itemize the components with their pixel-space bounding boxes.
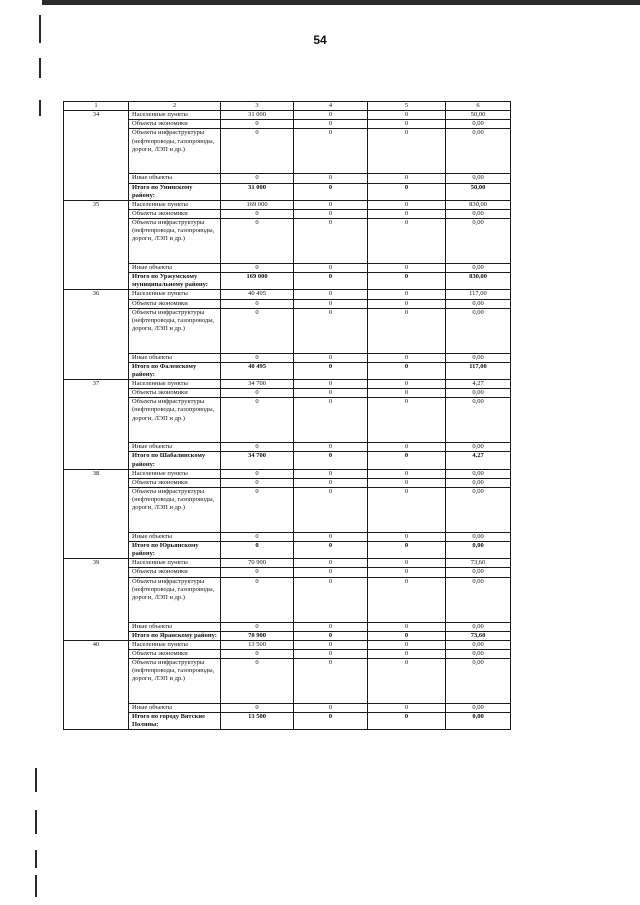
total-row <box>64 273 511 290</box>
value-cell: 40 495 <box>221 290 294 299</box>
value-cell: 0 <box>368 469 446 478</box>
value-cell: 0 <box>294 542 368 559</box>
value-cell: 0 <box>368 487 446 532</box>
value-cell: 0 <box>294 200 368 209</box>
table-row <box>64 308 511 353</box>
value-cell: 0 <box>294 640 368 649</box>
value-cell: 0 <box>221 219 294 264</box>
value-cell: 0 <box>368 542 446 559</box>
value-cell: 0 <box>368 649 446 658</box>
object-type-cell: Итого по городу Вятские Поляны: <box>129 713 221 730</box>
table-row <box>64 264 511 273</box>
total-row <box>64 452 511 469</box>
value-cell: 0,00 <box>446 129 511 174</box>
row-number-cell: 37 <box>64 380 129 470</box>
value-cell: 0 <box>368 659 446 704</box>
value-cell: 0 <box>221 478 294 487</box>
value-cell: 0,00 <box>446 542 511 559</box>
table-row <box>64 120 511 129</box>
value-cell: 0 <box>368 640 446 649</box>
value-cell: 0,00 <box>446 659 511 704</box>
object-type-cell: Населенные пункты <box>129 469 221 478</box>
value-cell: 0 <box>294 649 368 658</box>
object-type-cell: Объекты инфраструктуры (нефтепроводы, газопроводы, дороги, ЛЭП и др.) <box>129 398 221 443</box>
value-cell: 13 500 <box>221 713 294 730</box>
value-cell: 0 <box>294 308 368 353</box>
value-cell: 0 <box>221 120 294 129</box>
value-cell: 169 000 <box>221 200 294 209</box>
object-type-cell: Иные объекты <box>129 532 221 541</box>
binding-mark <box>35 850 37 868</box>
value-cell: 117,00 <box>446 362 511 379</box>
object-type-cell: Населенные пункты <box>129 380 221 389</box>
table-row <box>64 649 511 658</box>
value-cell: 0 <box>368 713 446 730</box>
value-cell: 0 <box>294 209 368 218</box>
value-cell: 0 <box>368 200 446 209</box>
value-cell: 0 <box>221 264 294 273</box>
object-type-cell: Объекты инфраструктуры (нефтепроводы, газопроводы, дороги, ЛЭП и др.) <box>129 129 221 174</box>
table-header-cell: 4 <box>294 102 368 111</box>
value-cell: 40 495 <box>221 362 294 379</box>
object-type-cell: Итого по Юрьянскому району: <box>129 542 221 559</box>
object-type-cell: Итого по Уржумскому муниципальному району: <box>129 273 221 290</box>
value-cell: 0 <box>294 559 368 568</box>
object-type-cell: Объекты инфраструктуры (нефтепроводы, газопроводы, дороги, ЛЭП и др.) <box>129 659 221 704</box>
object-type-cell: Иные объекты <box>129 353 221 362</box>
value-cell: 0 <box>294 362 368 379</box>
value-cell: 0 <box>368 478 446 487</box>
object-type-cell: Объекты экономики <box>129 649 221 658</box>
object-type-cell: Населенные пункты <box>129 200 221 209</box>
value-cell: 0 <box>294 478 368 487</box>
value-cell: 0 <box>368 209 446 218</box>
value-cell: 0,00 <box>446 389 511 398</box>
total-row <box>64 183 511 200</box>
value-cell: 0 <box>294 120 368 129</box>
damage-table-body <box>64 102 511 730</box>
object-type-cell: Объекты инфраструктуры (нефтепроводы, газопроводы, дороги, ЛЭП и др.) <box>129 308 221 353</box>
value-cell: 4,27 <box>446 380 511 389</box>
total-row <box>64 631 511 640</box>
value-cell: 0,00 <box>446 577 511 622</box>
value-cell: 0 <box>368 622 446 631</box>
value-cell: 830,00 <box>446 200 511 209</box>
object-type-cell: Объекты экономики <box>129 299 221 308</box>
value-cell: 0 <box>221 568 294 577</box>
value-cell: 0,00 <box>446 353 511 362</box>
table-row <box>64 532 511 541</box>
value-cell: 0 <box>294 264 368 273</box>
value-cell: 0 <box>221 129 294 174</box>
value-cell: 0 <box>368 559 446 568</box>
value-cell: 0,00 <box>446 120 511 129</box>
value-cell: 0 <box>368 443 446 452</box>
object-type-cell: Населенные пункты <box>129 640 221 649</box>
value-cell: 0 <box>294 577 368 622</box>
value-cell: 0 <box>368 273 446 290</box>
value-cell: 73,60 <box>446 631 511 640</box>
object-type-cell: Иные объекты <box>129 443 221 452</box>
value-cell: 169 000 <box>221 273 294 290</box>
table-row <box>64 577 511 622</box>
table-row <box>64 704 511 713</box>
table-header-cell: 3 <box>221 102 294 111</box>
table-row <box>64 487 511 532</box>
table-row <box>64 290 511 299</box>
row-number-cell: 35 <box>64 200 129 290</box>
row-number-cell: 40 <box>64 640 129 730</box>
table-row <box>64 111 511 120</box>
value-cell: 0 <box>221 649 294 658</box>
table-row <box>64 380 511 389</box>
value-cell: 0 <box>368 174 446 183</box>
binding-mark <box>39 58 41 78</box>
value-cell: 0 <box>294 299 368 308</box>
value-cell: 0 <box>294 443 368 452</box>
value-cell: 0 <box>294 631 368 640</box>
value-cell: 117,00 <box>446 290 511 299</box>
object-type-cell: Населенные пункты <box>129 559 221 568</box>
value-cell: 0 <box>368 299 446 308</box>
value-cell: 0,00 <box>446 174 511 183</box>
value-cell: 0 <box>221 542 294 559</box>
table-row <box>64 389 511 398</box>
value-cell: 0 <box>221 622 294 631</box>
object-type-cell: Итого по Яранскому району: <box>129 631 221 640</box>
value-cell: 0 <box>294 532 368 541</box>
table-row <box>64 353 511 362</box>
value-cell: 50,00 <box>446 111 511 120</box>
value-cell: 0 <box>368 631 446 640</box>
value-cell: 0 <box>294 568 368 577</box>
value-cell: 50,00 <box>446 183 511 200</box>
value-cell: 0 <box>368 568 446 577</box>
value-cell: 0 <box>368 398 446 443</box>
value-cell: 0 <box>221 174 294 183</box>
value-cell: 0 <box>368 120 446 129</box>
object-type-cell: Иные объекты <box>129 704 221 713</box>
object-type-cell: Населенные пункты <box>129 111 221 120</box>
value-cell: 73,60 <box>446 559 511 568</box>
object-type-cell: Иные объекты <box>129 264 221 273</box>
damage-table <box>63 101 511 730</box>
table-row <box>64 568 511 577</box>
table-row <box>64 200 511 209</box>
value-cell: 0 <box>294 219 368 264</box>
object-type-cell: Объекты экономики <box>129 568 221 577</box>
value-cell: 0 <box>368 389 446 398</box>
value-cell: 0 <box>294 353 368 362</box>
value-cell: 0,00 <box>446 487 511 532</box>
value-cell: 0 <box>221 209 294 218</box>
table-row <box>64 129 511 174</box>
table-header-cell: 1 <box>64 102 129 111</box>
value-cell: 0 <box>368 290 446 299</box>
value-cell: 0 <box>221 299 294 308</box>
object-type-cell: Объекты экономики <box>129 389 221 398</box>
table-row <box>64 174 511 183</box>
value-cell: 0 <box>294 111 368 120</box>
value-cell: 31 000 <box>221 183 294 200</box>
value-cell: 0,00 <box>446 532 511 541</box>
value-cell: 0,00 <box>446 209 511 218</box>
value-cell: 0 <box>221 443 294 452</box>
value-cell: 0 <box>221 487 294 532</box>
value-cell: 0 <box>368 452 446 469</box>
value-cell: 0,00 <box>446 640 511 649</box>
value-cell: 0 <box>294 452 368 469</box>
table-row <box>64 209 511 218</box>
value-cell: 0 <box>294 389 368 398</box>
value-cell: 0 <box>368 362 446 379</box>
value-cell: 31 000 <box>221 111 294 120</box>
value-cell: 0 <box>368 353 446 362</box>
total-row <box>64 362 511 379</box>
value-cell: 0 <box>368 380 446 389</box>
value-cell: 0,00 <box>446 704 511 713</box>
table-row <box>64 659 511 704</box>
object-type-cell: Иные объекты <box>129 174 221 183</box>
total-row <box>64 713 511 730</box>
value-cell: 0 <box>294 398 368 443</box>
object-type-cell: Населенные пункты <box>129 290 221 299</box>
table-header-cell: 2 <box>129 102 221 111</box>
object-type-cell: Объекты инфраструктуры (нефтепроводы, газопроводы, дороги, ЛЭП и др.) <box>129 577 221 622</box>
object-type-cell: Иные объекты <box>129 622 221 631</box>
value-cell: 0 <box>294 273 368 290</box>
value-cell: 34 700 <box>221 380 294 389</box>
table-row <box>64 640 511 649</box>
value-cell: 0 <box>294 713 368 730</box>
value-cell: 0 <box>294 704 368 713</box>
table-row <box>64 559 511 568</box>
value-cell: 0 <box>221 659 294 704</box>
value-cell: 0 <box>368 129 446 174</box>
table-row <box>64 219 511 264</box>
value-cell: 0 <box>368 704 446 713</box>
table-row <box>64 622 511 631</box>
table-header-cell: 6 <box>446 102 511 111</box>
binding-mark <box>35 810 37 834</box>
value-cell: 0,00 <box>446 478 511 487</box>
value-cell: 0 <box>294 380 368 389</box>
binding-mark <box>39 100 41 116</box>
object-type-cell: Объекты экономики <box>129 120 221 129</box>
value-cell: 0 <box>221 353 294 362</box>
value-cell: 0 <box>368 308 446 353</box>
value-cell: 0,00 <box>446 264 511 273</box>
value-cell: 0 <box>294 469 368 478</box>
value-cell: 0,00 <box>446 649 511 658</box>
value-cell: 0 <box>368 219 446 264</box>
object-type-cell: Объекты инфраструктуры (нефтепроводы, газопроводы, дороги, ЛЭП и др.) <box>129 219 221 264</box>
value-cell: 0 <box>368 264 446 273</box>
row-number-cell: 36 <box>64 290 129 380</box>
value-cell: 34 700 <box>221 452 294 469</box>
value-cell: 70 900 <box>221 631 294 640</box>
value-cell: 4,27 <box>446 452 511 469</box>
table-row <box>64 469 511 478</box>
value-cell: 0 <box>294 183 368 200</box>
value-cell: 0 <box>221 532 294 541</box>
value-cell: 0,00 <box>446 713 511 730</box>
table-row <box>64 478 511 487</box>
value-cell: 0 <box>368 532 446 541</box>
object-type-cell: Объекты экономики <box>129 209 221 218</box>
value-cell: 0 <box>294 622 368 631</box>
table-row <box>64 299 511 308</box>
value-cell: 0 <box>221 389 294 398</box>
value-cell: 0 <box>368 183 446 200</box>
value-cell: 70 900 <box>221 559 294 568</box>
value-cell: 0,00 <box>446 443 511 452</box>
value-cell: 0,00 <box>446 219 511 264</box>
row-number-cell: 38 <box>64 469 129 559</box>
value-cell: 0 <box>294 174 368 183</box>
value-cell: 13 500 <box>221 640 294 649</box>
value-cell: 0,00 <box>446 299 511 308</box>
value-cell: 0,00 <box>446 469 511 478</box>
value-cell: 0 <box>294 659 368 704</box>
total-row <box>64 542 511 559</box>
value-cell: 0,00 <box>446 622 511 631</box>
table-row <box>64 398 511 443</box>
value-cell: 0 <box>368 577 446 622</box>
value-cell: 0 <box>221 308 294 353</box>
value-cell: 0 <box>221 469 294 478</box>
value-cell: 0,00 <box>446 398 511 443</box>
row-number-cell: 39 <box>64 559 129 641</box>
binding-mark <box>35 768 37 792</box>
row-number-cell: 34 <box>64 111 129 201</box>
binding-mark <box>35 875 37 897</box>
value-cell: 0,00 <box>446 568 511 577</box>
object-type-cell: Итого по Фаленскому району: <box>129 362 221 379</box>
value-cell: 0 <box>294 129 368 174</box>
value-cell: 0 <box>294 290 368 299</box>
value-cell: 0 <box>294 487 368 532</box>
table-header-cell: 5 <box>368 102 446 111</box>
value-cell: 0 <box>221 398 294 443</box>
value-cell: 0 <box>221 704 294 713</box>
value-cell: 830,00 <box>446 273 511 290</box>
object-type-cell: Итого по Унинскому району: <box>129 183 221 200</box>
page-number: 54 <box>313 33 327 47</box>
object-type-cell: Объекты инфраструктуры (нефтепроводы, газопроводы, дороги, ЛЭП и др.) <box>129 487 221 532</box>
object-type-cell: Объекты экономики <box>129 478 221 487</box>
table-header-row <box>64 102 511 111</box>
object-type-cell: Итого по Шабалинскому району: <box>129 452 221 469</box>
top-scan-border <box>42 0 640 5</box>
value-cell: 0 <box>221 577 294 622</box>
table-row <box>64 443 511 452</box>
value-cell: 0,00 <box>446 308 511 353</box>
value-cell: 0 <box>368 111 446 120</box>
